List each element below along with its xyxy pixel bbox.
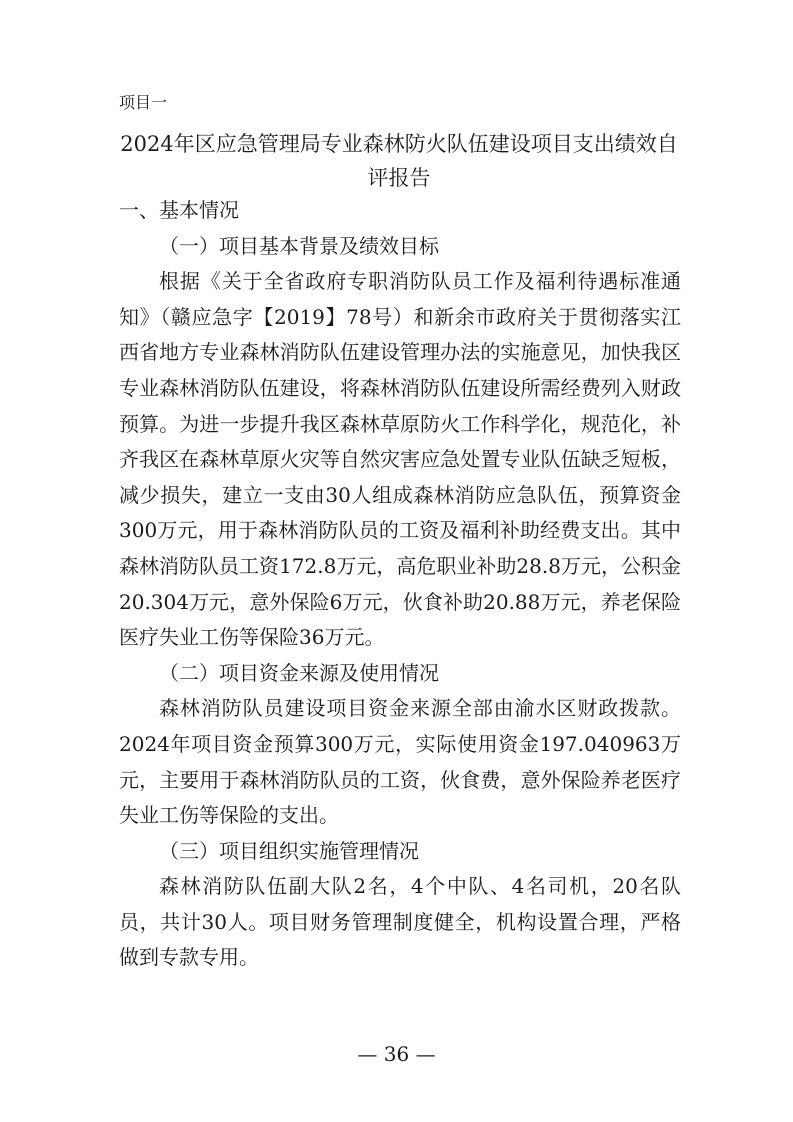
section-heading-basic-info: 一、基本情况 (119, 198, 239, 222)
paragraph-funding: 森林消防队员建设项目资金来源全部由渝水区财政拨款。2024年项目资金预算300万元，实际使用资金197.040963万元，主要用于森林消防队员的工资，伙食费，意外保险养老医疗失业工伤等保险的支出。 (119, 696, 681, 828)
paragraph-management: 森林消防队伍副大队2名，4个中队、4名司机，20名队员，共计30人。项目财务管理制度健全，机构设置合理，严格做到专款专用。 (119, 874, 681, 970)
page-number: — 36 — (357, 1042, 436, 1066)
project-label: 项目一 (119, 93, 168, 112)
report-body (119, 193, 681, 976)
report-title: 2024年区应急管理局专业森林防火队伍建设项目支出绩效自评报告 (120, 132, 678, 190)
subsection-heading-management: （三）项目组织实施管理情况 (159, 838, 419, 863)
subsection-heading-funding: （二）项目资金来源及使用情况 (159, 660, 439, 685)
paragraph-background: 根据《关于全省政府专职消防队员工作及福利待遇标准通知》（赣应急字【2019】78号）和新余市政府关于贯彻落实江西省地方专业森林消防队伍建设管理办法的实施意见，加快我区专业森林消防队伍建设，将森林消防队伍建设所需经费列入财政预算。为进一步提升我区森林草原防火工作科学化，规范化，补齐我区在森林草原火灾等自然灾害应急处置专业队伍缺乏短板，减少损失，建立一支由30人组成森林消防应急队伍，预算资金300万元，用于森林消防队员的工资及福利补助经费支出。其中森林消防队员工资172.8万元，高危职业补助28.8万元，公积金20.304万元，意外保险6万元，伙食补助20.88万元，养老保险医疗失业工伤等保险36万元。 (119, 269, 681, 650)
subsection-heading-background: （一）项目基本背景及绩效目标 (159, 233, 439, 258)
